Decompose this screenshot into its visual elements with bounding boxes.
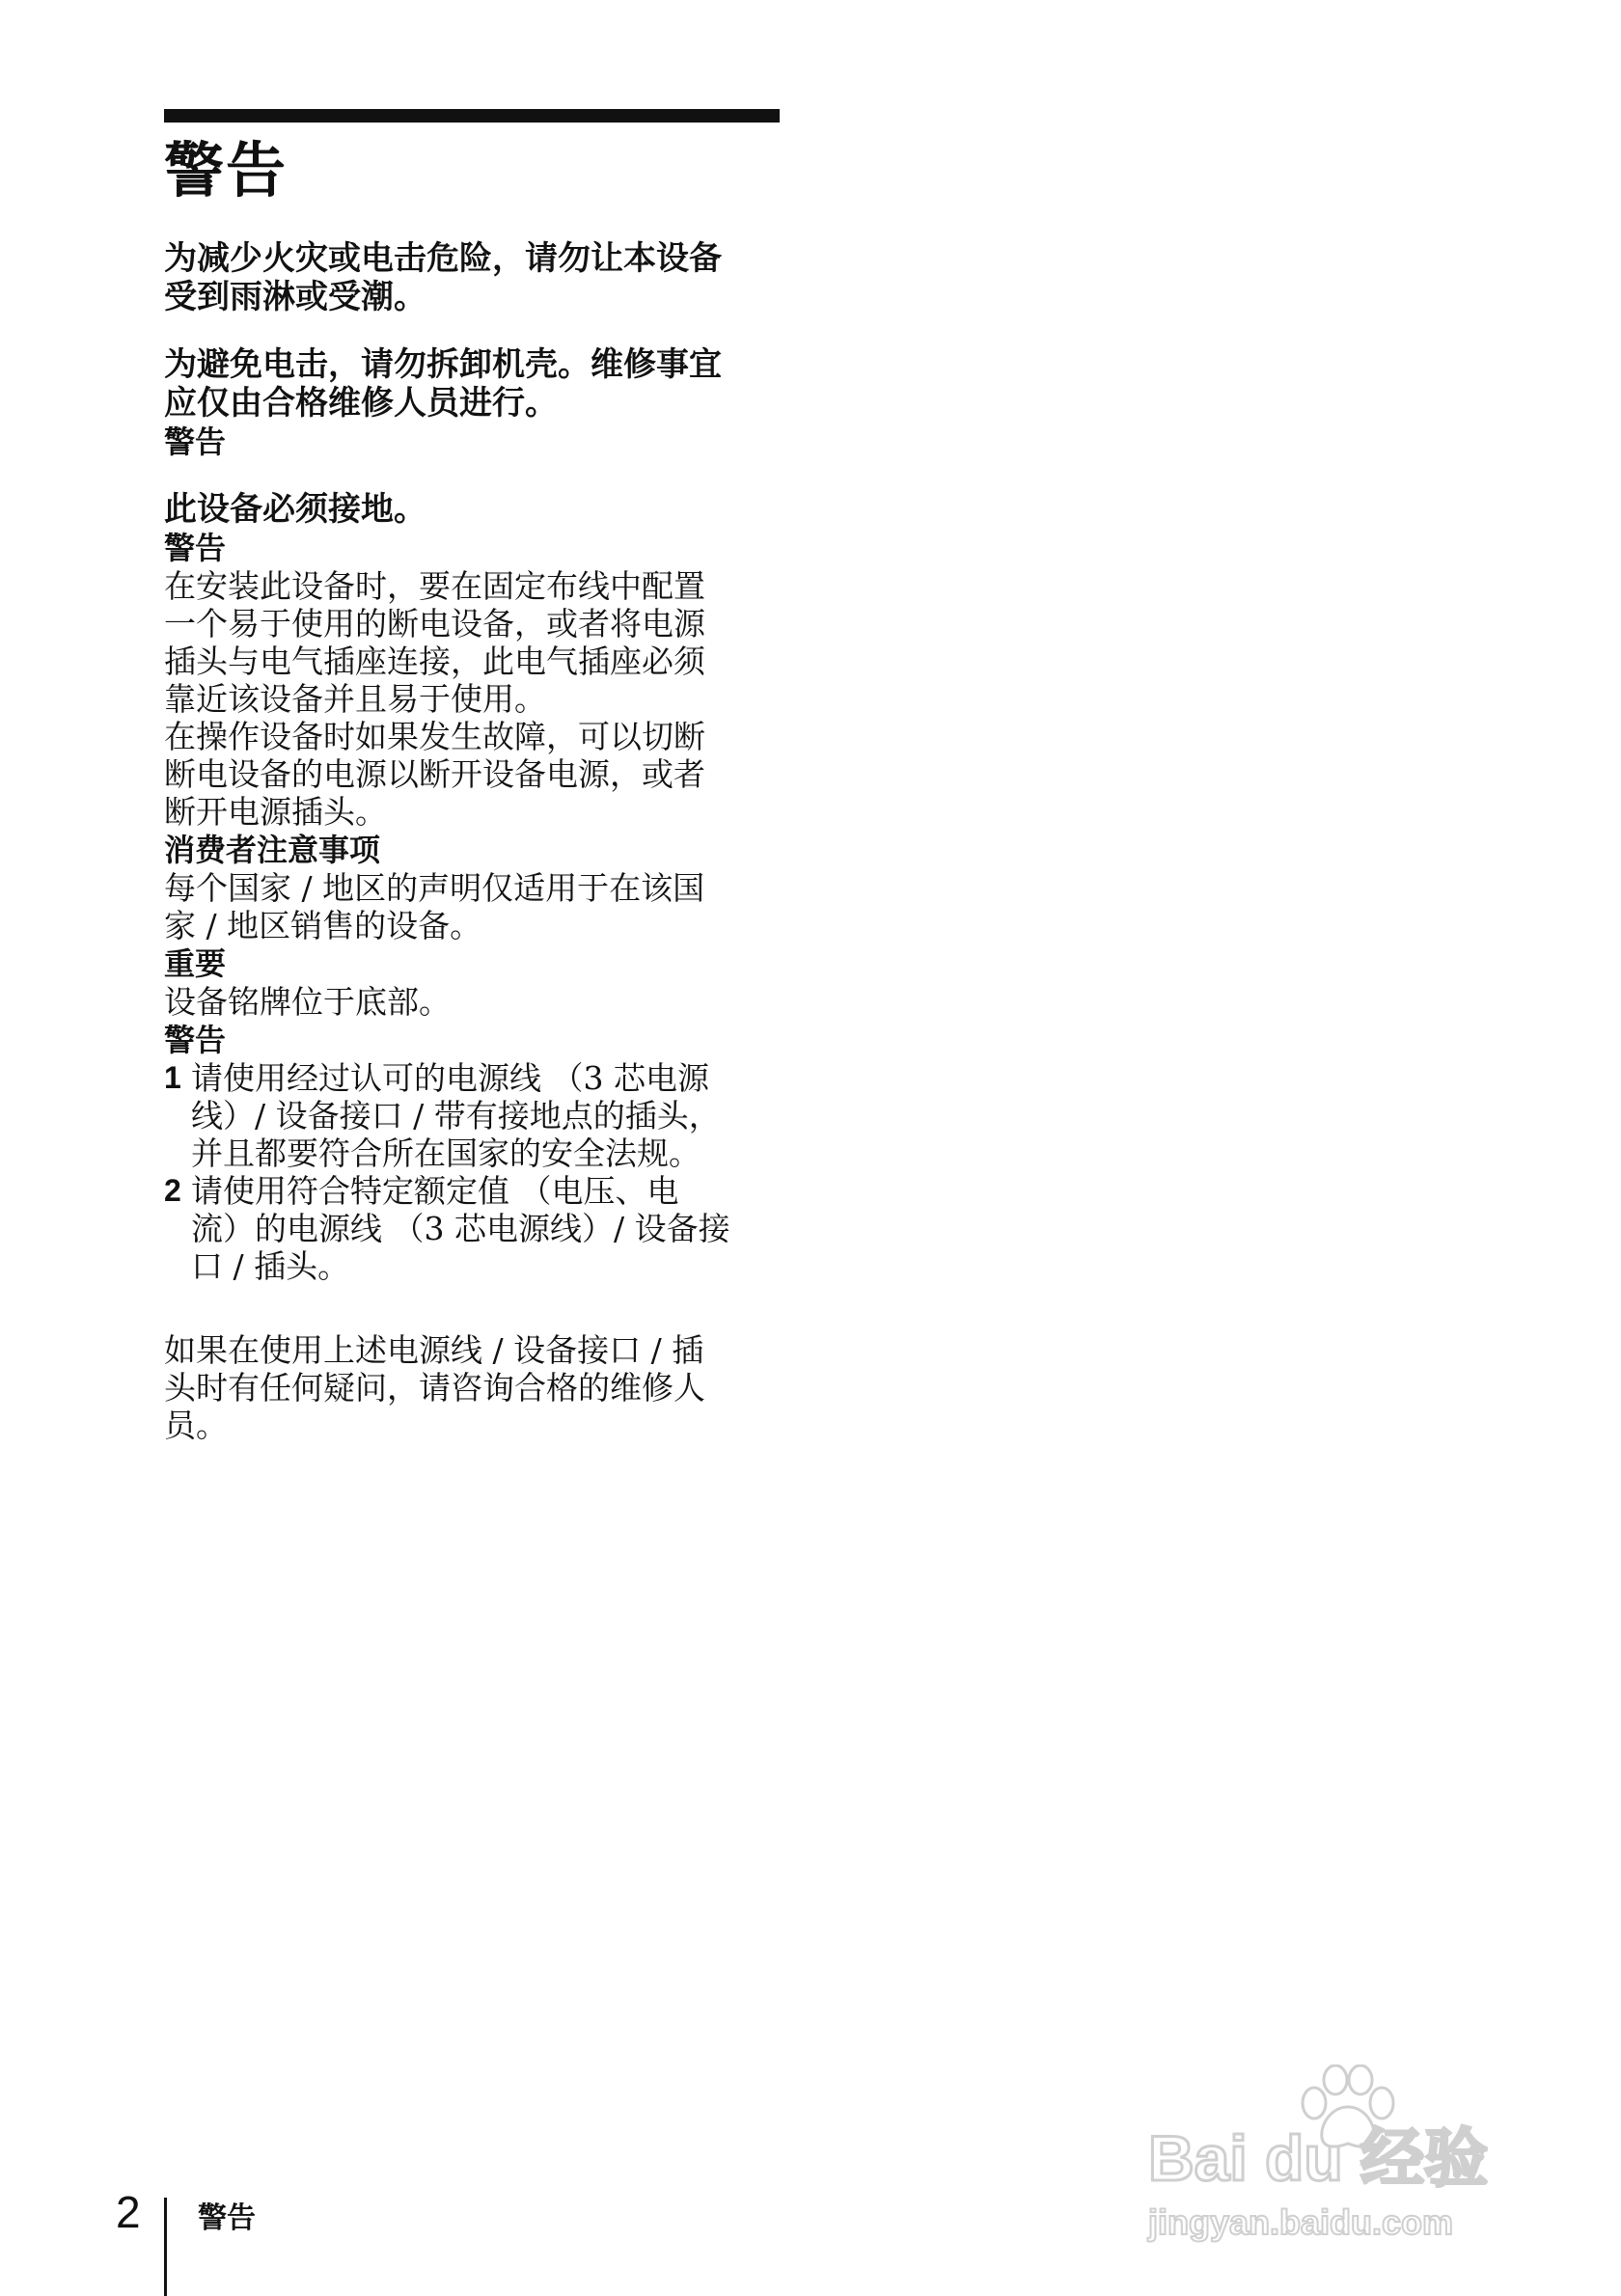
line: 每个国家 / 地区的声明仅适用于在该国 <box>164 869 705 907</box>
line: 请使用经过认可的电源线 （3 芯电源 <box>191 1059 709 1097</box>
shock-warning <box>164 345 782 423</box>
list-text <box>191 1172 730 1285</box>
watermark-url: jingyan.baidu.com <box>1148 2202 1454 2242</box>
list-number: 1 <box>164 1060 181 1095</box>
list-number: 2 <box>164 1173 181 1208</box>
important-heading: 重要 <box>164 945 227 982</box>
footer-rule <box>164 2198 167 2296</box>
line: 在操作设备时如果发生故障，可以切断 <box>164 718 705 755</box>
list-item <box>164 1059 782 1172</box>
line: 如果在使用上述电源线 / 设备接口 / 插 <box>164 1331 704 1369</box>
line: 一个易于使用的断电设备，或者将电源 <box>164 605 705 642</box>
line: 在安装此设备时，要在固定布线中配置 <box>164 567 705 605</box>
line: 线）/ 设备接口 / 带有接地点的插头， <box>191 1097 721 1134</box>
line: 员。 <box>164 1407 228 1444</box>
line: 口 / 插头。 <box>191 1247 350 1285</box>
line: 流）的电源线 （3 芯电源线）/ 设备接 <box>191 1210 730 1247</box>
content-column <box>164 239 782 1444</box>
list-text <box>191 1059 721 1172</box>
footer-section-label: 警告 <box>198 2201 256 2235</box>
power-cord-list <box>164 1059 782 1285</box>
line: 为减少火灾或电击危险，请勿让本设备 <box>164 239 722 278</box>
line: 请使用符合特定额定值 （电压、电 <box>191 1172 679 1210</box>
baidu-watermark <box>1148 2064 1553 2242</box>
line: 头时有任何疑问，请咨询合格的维修人 <box>164 1369 705 1407</box>
line: 断开电源插头。 <box>164 793 387 831</box>
warning-heading: 警告 <box>164 424 227 460</box>
grounding-warning: 此设备必须接地。 <box>164 490 426 529</box>
line: 并且都要符合所在国家的安全法规。 <box>191 1134 701 1172</box>
warning-heading: 警告 <box>164 530 227 566</box>
line: 为避免电击，请勿拆卸机壳。维修事宜 <box>164 345 722 384</box>
line: 家 / 地区销售的设备。 <box>164 907 482 944</box>
nameplate-note: 设备铭牌位于底部。 <box>164 983 451 1021</box>
title-rule <box>164 109 780 123</box>
line: 靠近该设备并且易于使用。 <box>164 680 546 718</box>
fire-shock-warning <box>164 239 782 316</box>
page-title: 警告 <box>164 135 288 205</box>
line: 断电设备的电源以断开设备电源，或者 <box>164 755 705 793</box>
installation-warning <box>164 567 782 831</box>
line: 应仅由合格维修人员进行。 <box>164 384 558 423</box>
inquiry-note <box>164 1331 782 1444</box>
consumer-notice-body <box>164 869 782 944</box>
watermark-brand: Bai du 经验 <box>1148 2122 1489 2194</box>
consumer-notice-heading: 消费者注意事项 <box>164 832 381 868</box>
line: 插头与电气插座连接，此电气插座必须 <box>164 642 705 680</box>
list-item <box>164 1172 782 1285</box>
warning-heading: 警告 <box>164 1022 227 1058</box>
page-number: 2 <box>116 2187 141 2237</box>
line: 受到雨淋或受潮。 <box>164 278 426 316</box>
